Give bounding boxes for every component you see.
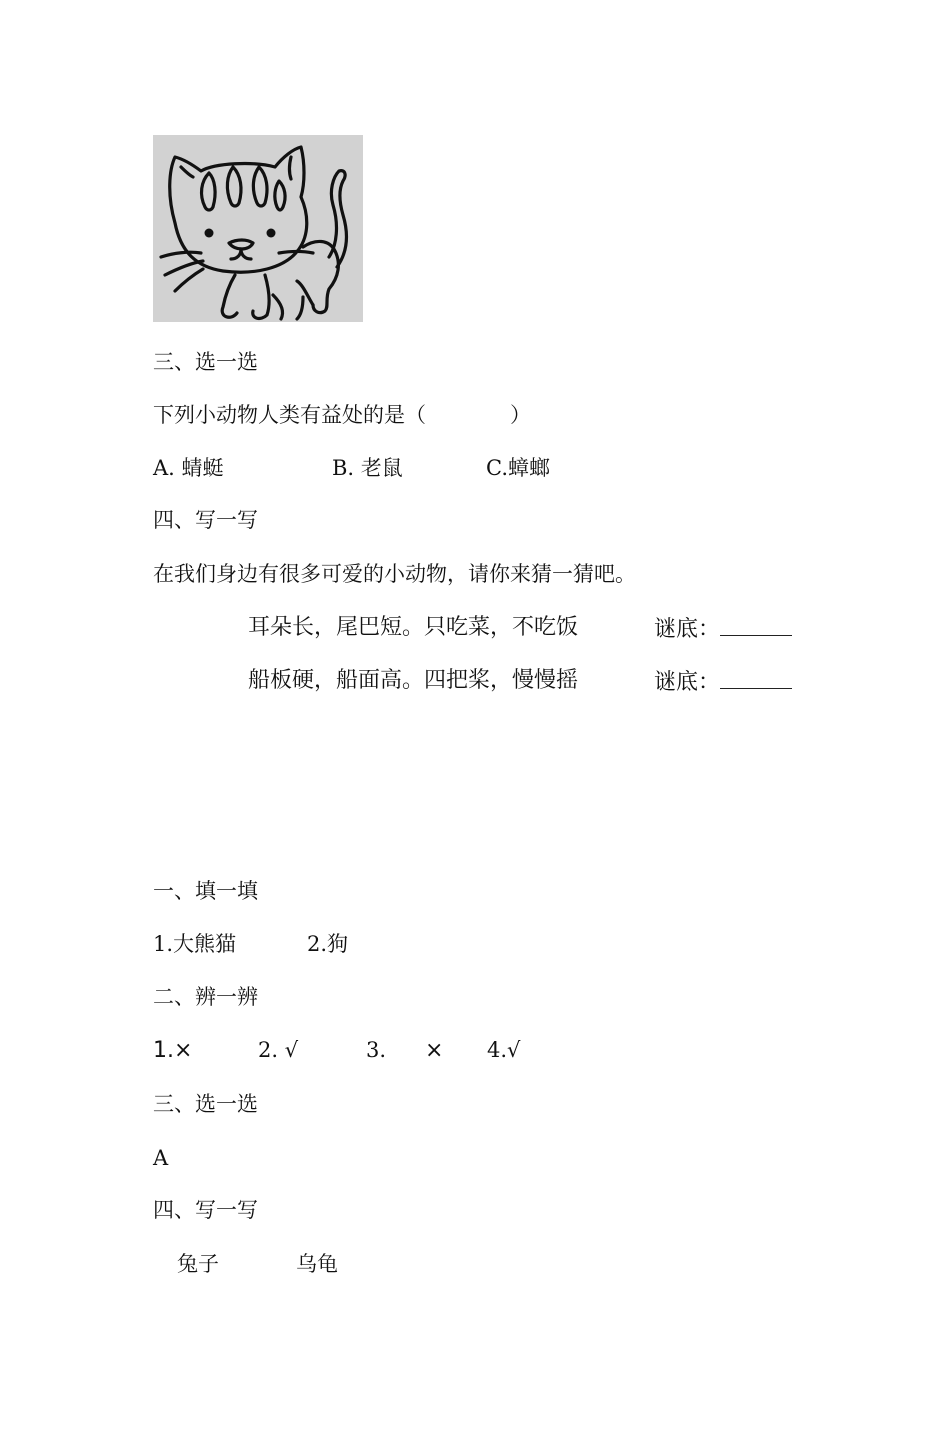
answer-s2-item-4: 4.√ (487, 1038, 521, 1062)
section4-title: 四、写一写 (153, 508, 258, 532)
answer-s1-item-1: 1.大熊猫 (153, 932, 237, 956)
answer-s2-item-3: 3. (366, 1038, 387, 1062)
answer-s2-title: 二、辨一辨 (153, 985, 258, 1009)
answer-s2-item-1: 1.× (153, 1038, 193, 1063)
answer-s2-item-2: 2. √ (258, 1038, 299, 1062)
answer-s3-title: 三、选一选 (153, 1092, 258, 1116)
answer-s4-item-2: 乌龟 (296, 1252, 338, 1276)
option-a: A. 蜻蜓 (153, 456, 224, 480)
section3-title: 三、选一选 (153, 350, 258, 374)
riddle-label: 谜底： (654, 617, 721, 642)
answer-s2-item-3-mark: × (425, 1038, 444, 1063)
cat-illustration (153, 135, 363, 322)
riddle-label: 谜底： (654, 670, 721, 695)
riddle-2-text: 船板硬，船面高。四把桨，慢慢摇 (248, 668, 579, 693)
answer-s3-answer: A (153, 1146, 169, 1170)
riddle-1-label (654, 617, 792, 641)
answer-s1-title: 一、填一填 (153, 879, 258, 903)
option-c: C.蟑螂 (486, 456, 550, 480)
section3-question: 下列小动物人类有益处的是（ ） (153, 403, 531, 427)
answer-s4-title: 四、写一写 (153, 1198, 258, 1222)
option-b: B. 老鼠 (332, 456, 403, 480)
answer-blank[interactable] (720, 670, 792, 689)
answer-s1-item-2: 2.狗 (307, 932, 349, 956)
answer-blank[interactable] (720, 617, 792, 636)
answer-s4-item-1: 兔子 (177, 1252, 219, 1276)
section4-intro: 在我们身边有很多可爱的小动物，请你来猜一猜吧。 (153, 562, 636, 586)
riddle-1-text: 耳朵长，尾巴短。只吃菜，不吃饭 (248, 615, 579, 640)
riddle-2-label (654, 670, 792, 694)
